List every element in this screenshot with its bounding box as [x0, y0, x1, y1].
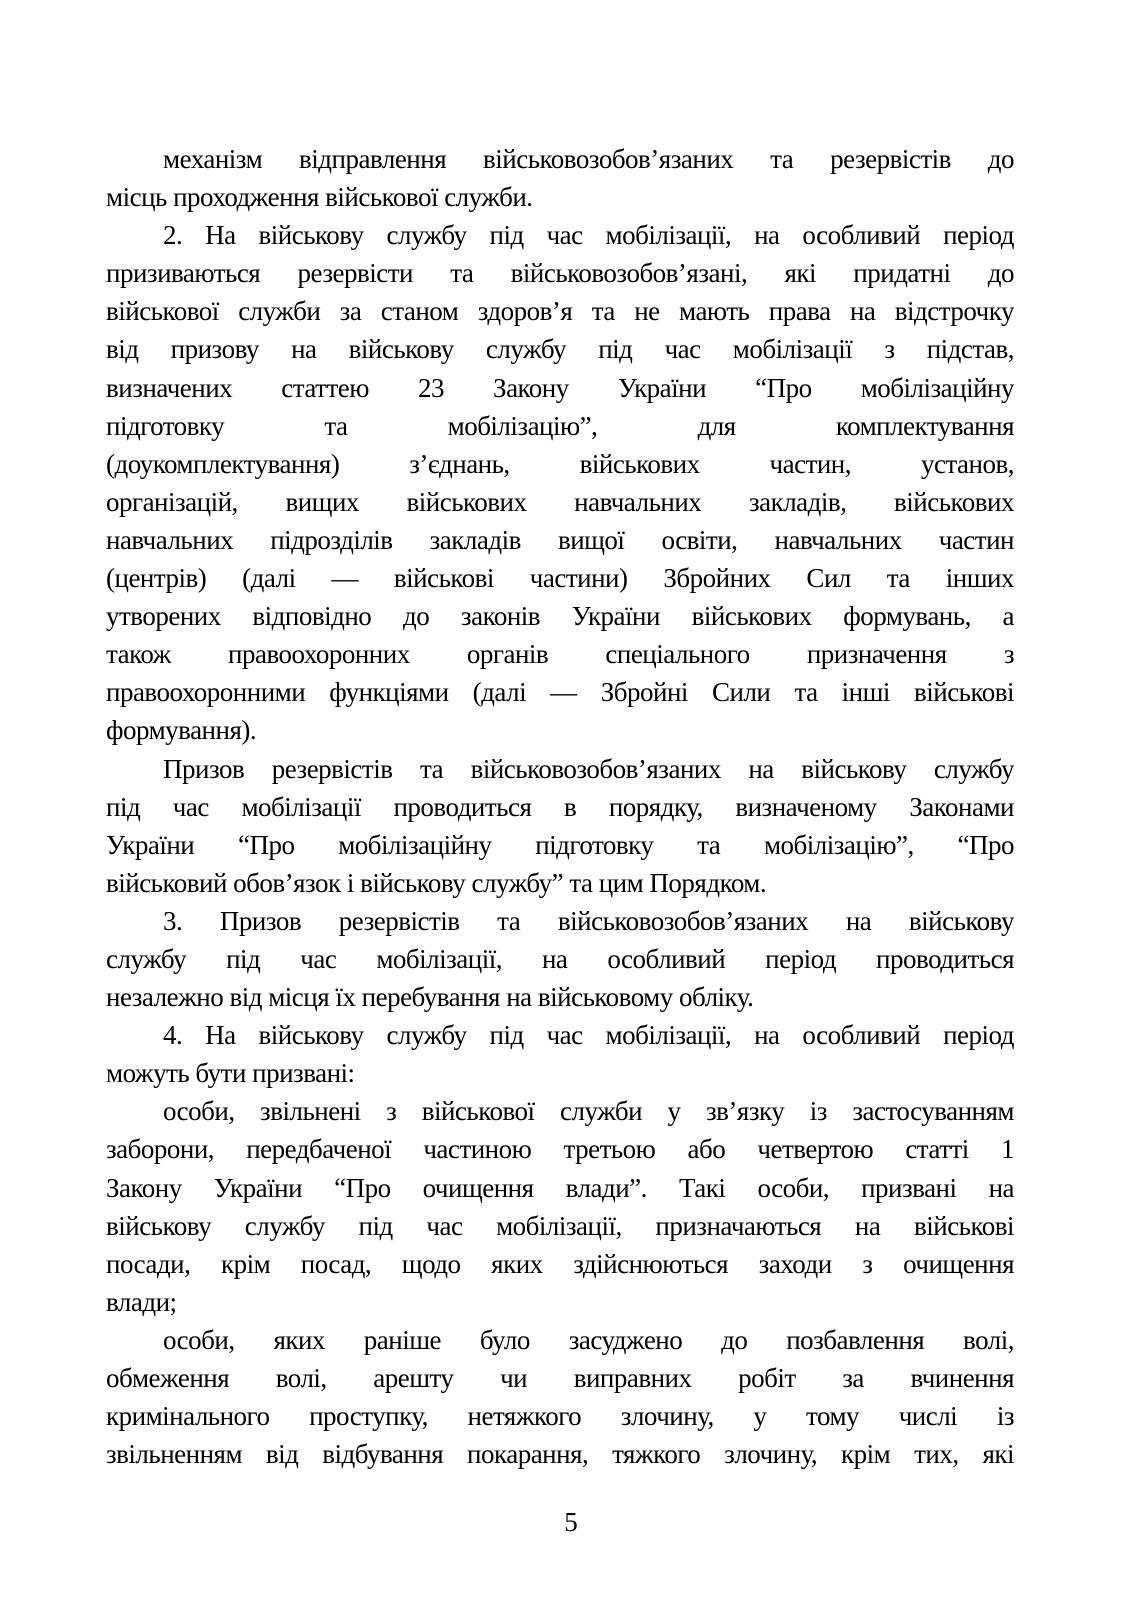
text-line: формування). — [106, 715, 257, 746]
text-line: 2. На військову службу під час мобілізації, на особливий період — [163, 220, 1014, 251]
text-line: звільненням від відбування покарання, тяжкого злочину, крім тих, які — [106, 1439, 1014, 1470]
text-line: також правоохоронних органів спеціального призначення з — [106, 639, 1014, 670]
text-line: 4. На військову службу під час мобілізації, на особливий період — [163, 1020, 1014, 1051]
text-line: місць проходження військової служби. — [106, 182, 533, 213]
text-line: незалежно від місця їх перебування на військовому обліку. — [106, 982, 754, 1013]
text-line: навчальних підрозділів закладів вищої освіти, навчальних частин — [106, 524, 1014, 555]
text-line: кримінального проступку, нетяжкого злочину, у тому числі із — [106, 1401, 1014, 1432]
text-line: утворених відповідно до законів України військових формувань, а — [106, 601, 1014, 632]
text-line: Призов резервістів та військовозобов’язаних на військову службу — [163, 753, 1014, 784]
text-line: військової служби за станом здоров’я та не мають права на відстрочку — [106, 296, 1014, 327]
text-line: можуть бути призвані: — [106, 1058, 355, 1089]
text-line: особи, яких раніше було засуджено до позбавлення волі, — [163, 1324, 1014, 1355]
text-line: від призову на військову службу під час мобілізації з підстав, — [106, 334, 1014, 365]
text-line: посади, крім посад, щодо яких здійснюються заходи з очищення — [106, 1248, 1014, 1279]
text-line: (центрів) (далі — військові частини) Збройних Сил та інших — [106, 563, 1014, 594]
text-line: підготовку та мобілізацію”, для комплектування — [106, 410, 1014, 441]
text-line: заборони, передбаченої частиною третьою або четвертою статті 1 — [106, 1134, 1014, 1165]
text-line: організацій, вищих військових навчальних закладів, військових — [106, 486, 1014, 517]
document-text-block — [106, 140, 1014, 1473]
text-line: призиваються резервісти та військовозобов’язані, які придатні до — [106, 258, 1014, 289]
text-line: особи, звільнені з військової служби у зв’язку із застосуванням — [163, 1096, 1014, 1127]
text-line: 3. Призов резервістів та військовозобов’язаних на військову — [163, 905, 1014, 936]
text-line: механізм відправлення військовозобов’язаних та резервістів до — [163, 144, 1014, 174]
text-line: обмеження волі, арешту чи виправних робіт за вчинення — [106, 1363, 1014, 1393]
text-line: України “Про мобілізаційну підготовку та мобілізацію”, “Про — [106, 829, 1014, 860]
text-line: правоохоронними функціями (далі — Збройні Сили та інші військові — [106, 677, 1014, 708]
text-line: (доукомплектування) з’єднань, військових частин, установ, — [106, 448, 1014, 479]
text-line: під час мобілізації проводиться в порядку, визначеному Законами — [106, 791, 1014, 822]
page-number: 5 — [564, 1507, 578, 1537]
text-line: військовий обов’язок і військову службу” та цим Порядком. — [106, 867, 767, 898]
text-line: військову службу під час мобілізації, призначаються на військові — [106, 1210, 1014, 1241]
text-line: влади; — [106, 1286, 177, 1317]
text-line: визначених статтею 23 Закону України “Про мобілізаційну — [106, 372, 1014, 403]
text-line: службу під час мобілізації, на особливий період проводиться — [106, 943, 1014, 974]
text-line: Закону України “Про очищення влади”. Такі особи, призвані на — [106, 1172, 1014, 1203]
